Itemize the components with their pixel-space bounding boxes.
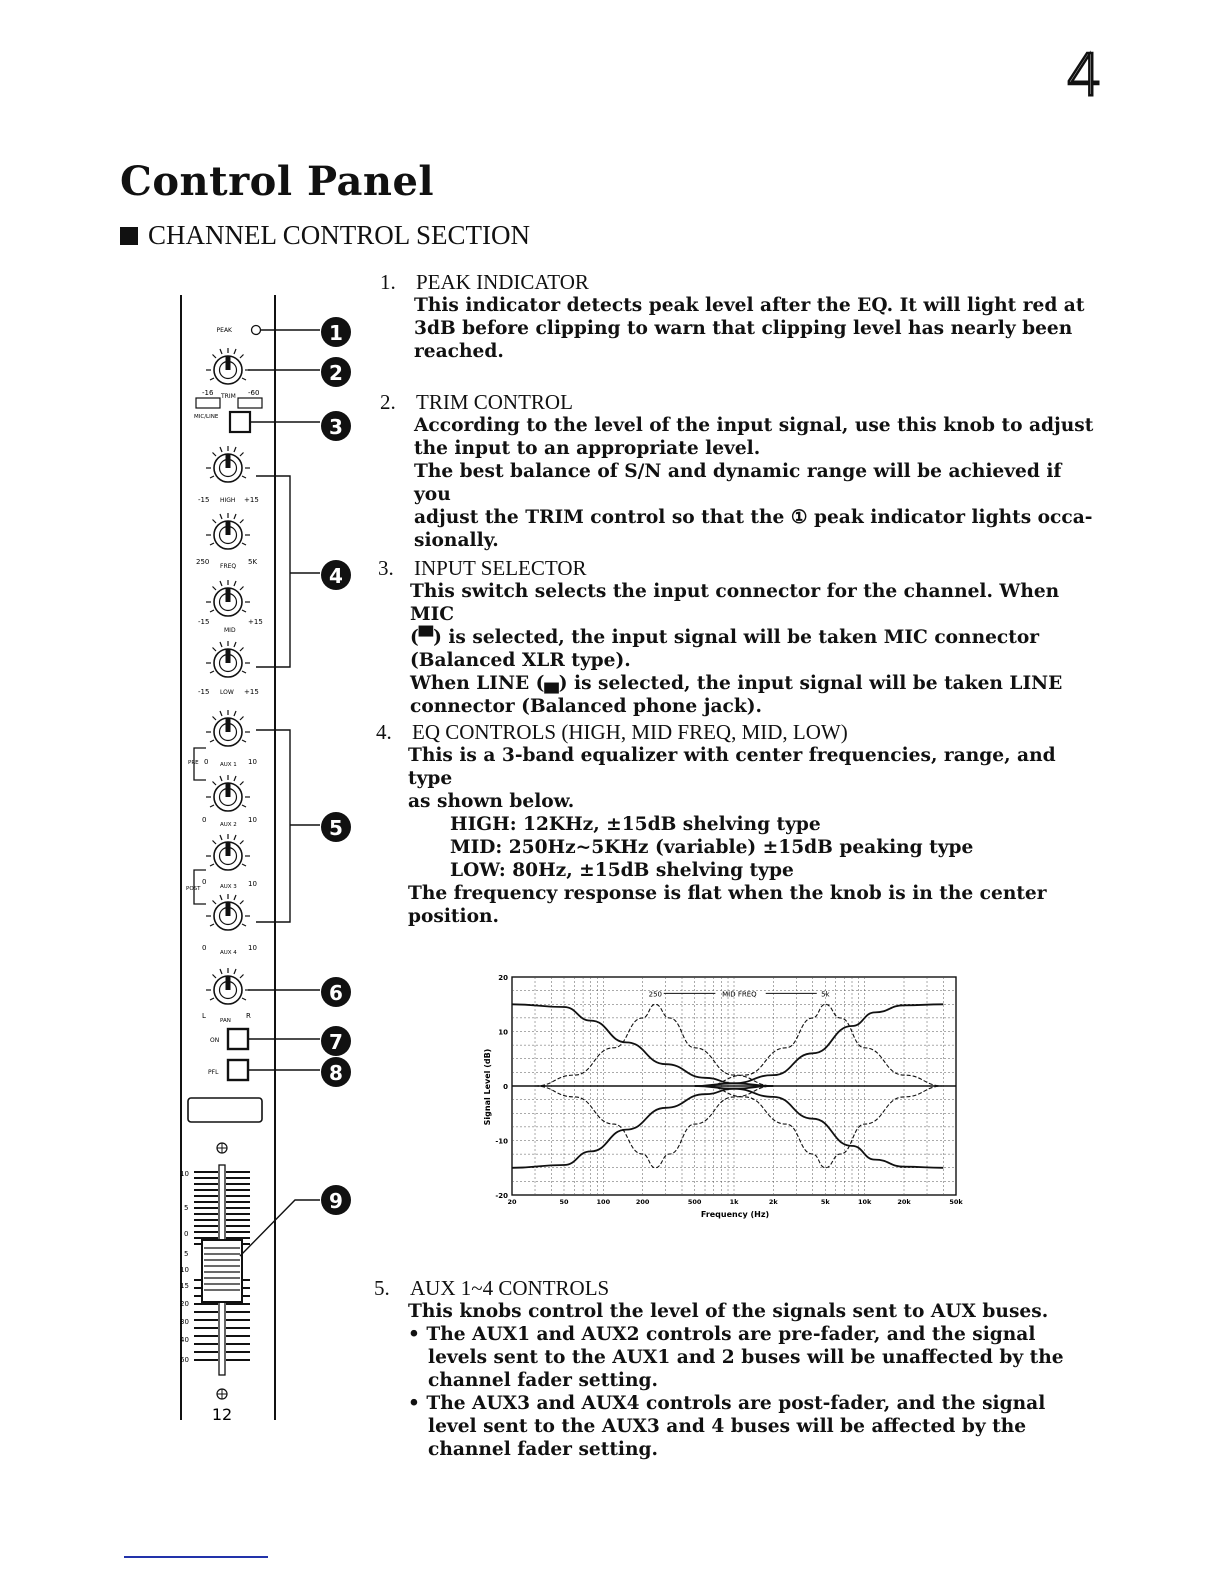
aux3-ten-label: 10: [248, 880, 257, 888]
aux1-label: AUX 1: [220, 762, 237, 768]
pan-knob-icon: [206, 968, 250, 1004]
aux1-zero-label: 0: [204, 758, 209, 766]
svg-text:7: 7: [329, 1030, 343, 1054]
pan-r-label: R: [246, 1012, 251, 1020]
item-heading: PEAK INDICATOR: [416, 270, 589, 294]
eq-spec-line: HIGH: 12KHz, ±15dB shelving type: [450, 814, 821, 835]
aux2-label: AUX 2: [220, 822, 237, 828]
item-peak-indicator: [380, 271, 1100, 363]
on-label: ON: [210, 1037, 220, 1044]
item-number: 2.: [380, 390, 396, 414]
text-line: When LINE (▄) is selected, the input signal will be taken LINE: [410, 673, 1063, 694]
trim-max-label: -60: [248, 389, 260, 397]
bullet-item: • The AUX3 and AUX4 controls are post-fader, and the signal level sent to the AUX3 and 4 buses will be affected by the channel fader setting.: [408, 1393, 1046, 1460]
eq-frequency-response-chart: [470, 965, 970, 1225]
callout-4-icon: [321, 560, 351, 590]
text-line: This switch selects the input connector for the channel. When MIC: [410, 581, 1060, 625]
aux2-ten-label: 10: [248, 816, 257, 824]
fader-knob-icon: [202, 1240, 242, 1302]
page-number: 4: [1066, 41, 1103, 109]
chart-x-tick-label: 20k: [897, 1198, 911, 1206]
scribble-strip: [188, 1098, 262, 1122]
chart-x-tick-label: 50: [559, 1198, 569, 1206]
item-heading: AUX 1~4 CONTROLS: [410, 1276, 610, 1300]
channel-number: 12: [211, 1405, 233, 1424]
mid-knob-icon: [206, 580, 250, 616]
trim-knob-icon: [206, 348, 250, 384]
high-minus-label: -15: [198, 496, 210, 504]
chart-x-tick-label: 5k: [820, 1198, 830, 1206]
callout-8-icon: [321, 1057, 351, 1087]
aux3-zero-label: 0: [202, 878, 207, 886]
pfl-switch-icon: [228, 1060, 248, 1080]
freq-max-label: 5K: [248, 558, 258, 566]
chart-y-tick-label: 10: [498, 1028, 508, 1037]
high-knob-icon: [206, 446, 250, 482]
chart-annotation: 250: [648, 990, 663, 999]
svg-text:6: 6: [329, 981, 343, 1005]
chart-y-tick-label: -10: [495, 1137, 508, 1146]
bullet-item: • The AUX1 and AUX2 controls are pre-fader, and the signal levels sent to the AUX1 and 2 buses will be unaffected by the channel fader setting.: [408, 1324, 1064, 1391]
section-title-text: CHANNEL CONTROL SECTION: [148, 220, 530, 250]
text-line: reached.: [414, 341, 504, 362]
chart-x-tick-label: 200: [635, 1198, 650, 1206]
aux3-label: AUX 3: [220, 884, 237, 890]
trim-label: TRIM: [221, 393, 236, 400]
item-number: 5.: [374, 1276, 390, 1300]
mic-line-label: MIC/LINE: [194, 414, 219, 420]
aux4-label: AUX 4: [220, 950, 237, 956]
chart-y-tick-label: -20: [495, 1192, 508, 1200]
eq-spec-line: LOW: 80Hz, ±15dB shelving type: [450, 860, 794, 881]
chart-xlabel: Frequency (Hz): [700, 1210, 770, 1219]
pan-label: PAN: [220, 1018, 231, 1024]
trim-min-label: -16: [202, 389, 214, 397]
page-title: Control Panel: [120, 158, 435, 205]
chart-x-tick-label: 2k: [768, 1198, 778, 1206]
svg-text:60: 60: [180, 1356, 189, 1364]
pfl-label: PFL: [208, 1069, 219, 1076]
peak-label: PEAK: [216, 327, 232, 334]
text-line: This indicator detects peak level after the EQ. It will light red at: [414, 295, 1085, 316]
chart-annotation: MID FREQ: [722, 990, 757, 999]
text-line: 3dB before clipping to warn that clipping level has nearly been: [414, 318, 1073, 339]
callout-3-icon: [321, 411, 351, 441]
item-input-selector: [378, 557, 1100, 718]
chart-x-tick-label: 100: [596, 1198, 611, 1206]
mid-label: MID: [224, 627, 236, 634]
low-plus-label: +15: [244, 688, 259, 696]
eq-spec-line: MID: 250Hz~5KHz (variable) ±15dB peaking type: [450, 837, 974, 858]
item-heading: EQ CONTROLS (HIGH, MID FREQ, MID, LOW): [412, 720, 848, 744]
callout-9-icon: [321, 1185, 351, 1215]
mid-minus-label: -15: [198, 618, 210, 626]
chart-x-tick-label: 1k: [729, 1198, 739, 1206]
screw-bottom-icon: [217, 1389, 227, 1399]
svg-text:5: 5: [184, 1204, 189, 1212]
on-switch-icon: [228, 1029, 248, 1049]
text-line: The frequency response is flat when the knob is in the center: [408, 883, 1047, 904]
svg-text:30: 30: [180, 1318, 189, 1326]
aux2-knob-icon: [206, 775, 250, 811]
text-line: position.: [408, 906, 499, 927]
aux4-knob-icon: [206, 894, 250, 930]
svg-text:10: 10: [180, 1266, 189, 1274]
mid-freq-knob-icon: [206, 513, 250, 549]
pan-l-label: L: [202, 1012, 206, 1020]
input-selector-switch-icon: [230, 412, 250, 432]
item-trim-control: [380, 391, 1100, 552]
svg-text:15: 15: [180, 1282, 189, 1290]
text-line: The best balance of S/N and dynamic range will be achieved if you: [414, 461, 1062, 505]
freq-label: FREQ: [220, 563, 237, 570]
aux4-zero-label: 0: [202, 944, 207, 952]
section-title: [120, 220, 530, 251]
svg-text:4: 4: [329, 564, 343, 588]
text-line: This knobs control the level of the signals sent to AUX buses.: [408, 1301, 1049, 1322]
svg-text:5: 5: [184, 1250, 189, 1258]
aux2-zero-label: 0: [202, 816, 207, 824]
item-number: 1.: [380, 270, 396, 294]
svg-text:10: 10: [180, 1170, 189, 1178]
square-bullet-icon: [120, 227, 138, 245]
svg-text:40: 40: [180, 1336, 189, 1344]
text-line: as shown below.: [408, 791, 575, 812]
aux1-knob-icon: [206, 710, 250, 746]
text-line: This is a 3-band equalizer with center frequencies, range, and type: [408, 745, 1056, 789]
svg-text:2: 2: [329, 361, 343, 385]
item-aux-controls: [374, 1277, 1100, 1461]
text-line: sionally.: [414, 530, 499, 551]
high-plus-label: +15: [244, 496, 259, 504]
item-heading: INPUT SELECTOR: [414, 556, 587, 580]
text-line: According to the level of the input signal, use this knob to adjust: [414, 415, 1094, 436]
callout-7-icon: [321, 1026, 351, 1056]
peak-led-icon: [252, 326, 261, 335]
item-heading: TRIM CONTROL: [416, 390, 573, 414]
low-knob-icon: [206, 641, 250, 677]
aux3-knob-icon: [206, 834, 250, 870]
chart-annotation: 5k: [821, 990, 830, 999]
footer-rule: [124, 1556, 268, 1558]
chart-y-tick-label: 0: [503, 1083, 508, 1091]
chart-ylabel: Signal Level (dB): [483, 1048, 492, 1126]
callout-1-icon: [321, 317, 351, 347]
high-label: HIGH: [220, 497, 236, 504]
item-eq-controls: [376, 721, 1100, 928]
svg-text:8: 8: [329, 1061, 343, 1085]
item-number: 4.: [376, 720, 392, 744]
svg-text:5: 5: [329, 816, 343, 840]
svg-text:9: 9: [329, 1189, 343, 1213]
post-label: POST: [186, 886, 201, 892]
text-line: adjust the TRIM control so that the ① peak indicator lights occa-: [414, 507, 1093, 528]
freq-min-label: 250: [196, 558, 210, 566]
mid-plus-label: +15: [248, 618, 263, 626]
pre-label: PRE: [188, 760, 199, 766]
svg-text:3: 3: [329, 415, 343, 439]
callout-6-icon: [321, 977, 351, 1007]
callout-2-icon: [321, 357, 351, 387]
text-line: the input to an appropriate level.: [414, 438, 761, 459]
chart-x-tick-label: 20: [507, 1198, 517, 1206]
svg-text:1: 1: [329, 321, 343, 345]
aux1-ten-label: 10: [248, 758, 257, 766]
svg-text:20: 20: [180, 1300, 189, 1308]
text-line: (▀) is selected, the input signal will be taken MIC connector: [410, 627, 1040, 648]
chart-x-tick-label: 10k: [857, 1198, 872, 1206]
text-line: (Balanced XLR type).: [410, 650, 631, 671]
chart-y-tick-label: 20: [498, 974, 508, 982]
chart-x-tick-label: 500: [687, 1198, 702, 1206]
screw-icon: [217, 1143, 227, 1153]
low-minus-label: -15: [198, 688, 210, 696]
callout-5-icon: [321, 812, 351, 842]
item-number: 3.: [378, 556, 394, 580]
low-label: LOW: [220, 689, 234, 696]
text-line: connector (Balanced phone jack).: [410, 696, 762, 717]
svg-text:0: 0: [184, 1230, 189, 1238]
aux4-ten-label: 10: [248, 944, 257, 952]
channel-strip-diagram: [150, 290, 360, 1430]
chart-x-tick-label: 50k: [949, 1198, 963, 1206]
